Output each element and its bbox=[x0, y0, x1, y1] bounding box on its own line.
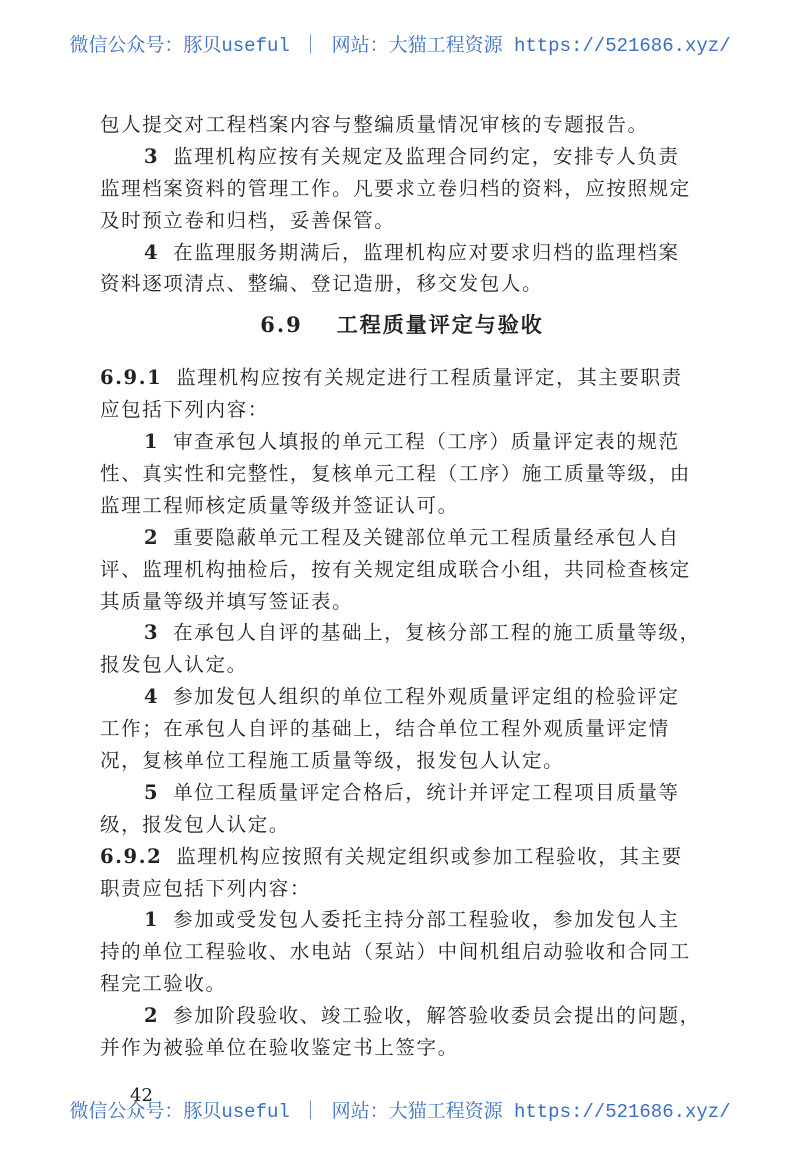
clause-number: 1 bbox=[144, 430, 160, 454]
clause-number: 2 bbox=[144, 525, 160, 549]
line-text: 审查承包人填报的单元工程（工序）质量评定表的规范 bbox=[173, 430, 680, 454]
text-line bbox=[100, 841, 704, 873]
text-line bbox=[100, 268, 704, 300]
text-line bbox=[100, 1032, 704, 1064]
line-text: 程完工验收。 bbox=[100, 972, 227, 996]
clause-number: 1 bbox=[144, 908, 160, 932]
text-line bbox=[100, 362, 704, 394]
line-text: 重要隐蔽单元工程及关键部位单元工程质量经承包人自 bbox=[173, 525, 680, 549]
text-line bbox=[100, 617, 704, 649]
text-line bbox=[100, 426, 704, 458]
text-line bbox=[100, 173, 704, 205]
line-text: 持的单位工程验收、水电站（泵站）中间机组启动验收和合同工 bbox=[100, 940, 691, 964]
text-line bbox=[100, 745, 704, 777]
clause-number: 6.9.2 bbox=[100, 844, 163, 868]
text-line bbox=[100, 1000, 704, 1032]
text-line bbox=[100, 109, 704, 141]
text-line bbox=[100, 205, 704, 237]
text-line bbox=[100, 237, 704, 269]
text-line bbox=[100, 777, 704, 809]
text-line bbox=[100, 554, 704, 586]
line-text: 参加发包人组织的单位工程外观质量评定组的检验评定 bbox=[173, 685, 680, 709]
line-text: 参加阶段验收、竣工验收，解答验收委员会提出的问题， bbox=[173, 1004, 701, 1028]
line-text: 报发包人认定。 bbox=[100, 653, 248, 677]
line-text: 监理档案资料的管理工作。凡要求立卷归档的资料，应按照规定 bbox=[100, 176, 691, 200]
line-text: 况，复核单位工程施工质量等级，报发包人认定。 bbox=[100, 749, 565, 773]
text-line bbox=[100, 968, 704, 1000]
line-text: 工作；在承包人自评的基础上，结合单位工程外观质量评定情 bbox=[100, 717, 670, 741]
text-line bbox=[100, 522, 704, 554]
page-number: 42 bbox=[130, 1085, 153, 1106]
document-body bbox=[100, 109, 704, 1064]
line-text: 在承包人自评的基础上，复核分部工程的施工质量等级， bbox=[173, 621, 701, 645]
paragraphs-after-heading bbox=[100, 362, 704, 1064]
line-text: 监理机构应按照有关规定组织或参加工程验收，其主要 bbox=[176, 844, 683, 868]
line-text: 其质量等级并填写签证表。 bbox=[100, 589, 354, 613]
line-text: 性、真实性和完整性，复核单元工程（工序）施工质量等级，由 bbox=[100, 462, 691, 486]
clause-number: 5 bbox=[144, 780, 160, 804]
paragraphs-before-heading bbox=[100, 109, 704, 300]
clause-number: 4 bbox=[144, 240, 160, 264]
line-text: 监理机构应按有关规定及监理合同约定，安排专人负责 bbox=[173, 144, 680, 168]
line-text: 监理工程师核定质量等级并签证认可。 bbox=[100, 493, 459, 517]
text-line bbox=[100, 490, 704, 522]
text-line bbox=[100, 649, 704, 681]
line-text: 级，报发包人认定。 bbox=[100, 812, 290, 836]
text-line bbox=[100, 713, 704, 745]
line-text: 监理机构应按有关规定进行工程质量评定，其主要职责 bbox=[176, 366, 683, 390]
text-line bbox=[100, 681, 704, 713]
line-text: 参加或受发包人委托主持分部工程验收，参加发包人主 bbox=[173, 908, 680, 932]
clause-number: 2 bbox=[144, 1004, 160, 1028]
section-title: 工程质量评定与验收 bbox=[336, 312, 544, 338]
text-line bbox=[100, 936, 704, 968]
line-text: 应包括下列内容： bbox=[100, 398, 269, 422]
section-number: 6.9 bbox=[260, 312, 303, 338]
text-line bbox=[100, 141, 704, 173]
watermark-footer: 微信公众号：豚贝useful ｜ 网站：大猫工程资源 https://521686.xyz/ bbox=[69, 1101, 731, 1123]
text-line bbox=[100, 873, 704, 905]
watermark-header: 微信公众号：豚贝useful ｜ 网站：大猫工程资源 https://521686.xyz/ bbox=[69, 35, 731, 57]
text-line bbox=[100, 904, 704, 936]
clause-number: 3 bbox=[144, 144, 160, 168]
text-line bbox=[100, 809, 704, 841]
clause-number: 6.9.1 bbox=[100, 366, 163, 390]
clause-number: 4 bbox=[144, 685, 160, 709]
text-line bbox=[100, 586, 704, 618]
line-text: 单位工程质量评定合格后，统计并评定工程项目质量等 bbox=[173, 780, 680, 804]
text-line bbox=[100, 458, 704, 490]
clause-number: 3 bbox=[144, 621, 160, 645]
line-text: 资料逐项清点、整编、登记造册，移交发包人。 bbox=[100, 272, 544, 296]
line-text: 并作为被验单位在验收鉴定书上签字。 bbox=[100, 1036, 459, 1060]
line-text: 及时预立卷和归档，妥善保管。 bbox=[100, 208, 396, 232]
section-heading bbox=[100, 300, 704, 362]
line-text: 职责应包括下列内容： bbox=[100, 876, 312, 900]
line-text: 评、监理机构抽检后，按有关规定组成联合小组，共同检查核定 bbox=[100, 557, 691, 581]
text-line bbox=[100, 394, 704, 426]
line-text: 在监理服务期满后，监理机构应对要求归档的监理档案 bbox=[173, 240, 680, 264]
line-text: 包人提交对工程档案内容与整编质量情况审核的专题报告。 bbox=[100, 113, 649, 136]
